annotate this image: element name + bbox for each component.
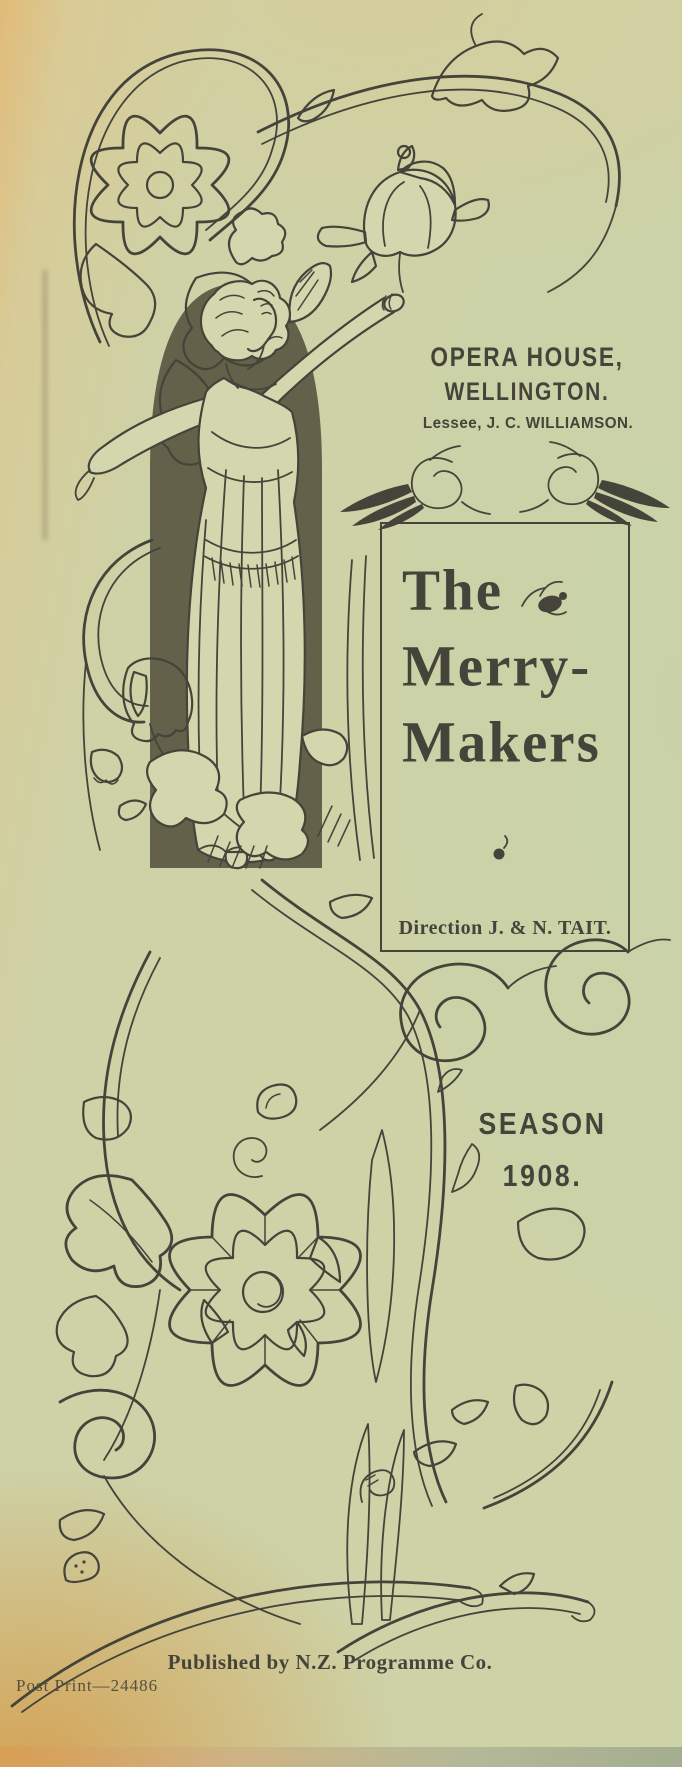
lessee-line: Lessee, J. C. WILLIAMSON.	[422, 415, 634, 432]
season-block	[440, 1106, 645, 1194]
direction-line: Direction J. & N. TAIT.	[398, 917, 612, 939]
title-word-merry: Merry-	[402, 634, 592, 699]
title-panel	[380, 522, 630, 952]
bottom-flourishes	[12, 1290, 612, 1712]
venue-city: WELLINGTON.	[444, 378, 610, 406]
tulip-flower	[318, 146, 489, 292]
venue-block	[402, 342, 652, 407]
chrysanthemum-flower	[57, 1097, 361, 1385]
title-box-flourishes	[340, 442, 670, 530]
publisher-line: Published by N.Z. Programme Co.	[167, 1650, 493, 1674]
title-word-makers: Makers	[402, 710, 601, 775]
venue-name: OPERA HOUSE,	[430, 342, 624, 372]
top-sweep-stems	[258, 14, 619, 292]
printer-mark: Post Print—24486	[16, 1676, 159, 1695]
title-word-the: The	[402, 558, 504, 623]
scroll-spirals	[401, 940, 670, 1061]
season-year: 1908.	[502, 1158, 583, 1193]
season-label: SEASON	[478, 1106, 607, 1141]
